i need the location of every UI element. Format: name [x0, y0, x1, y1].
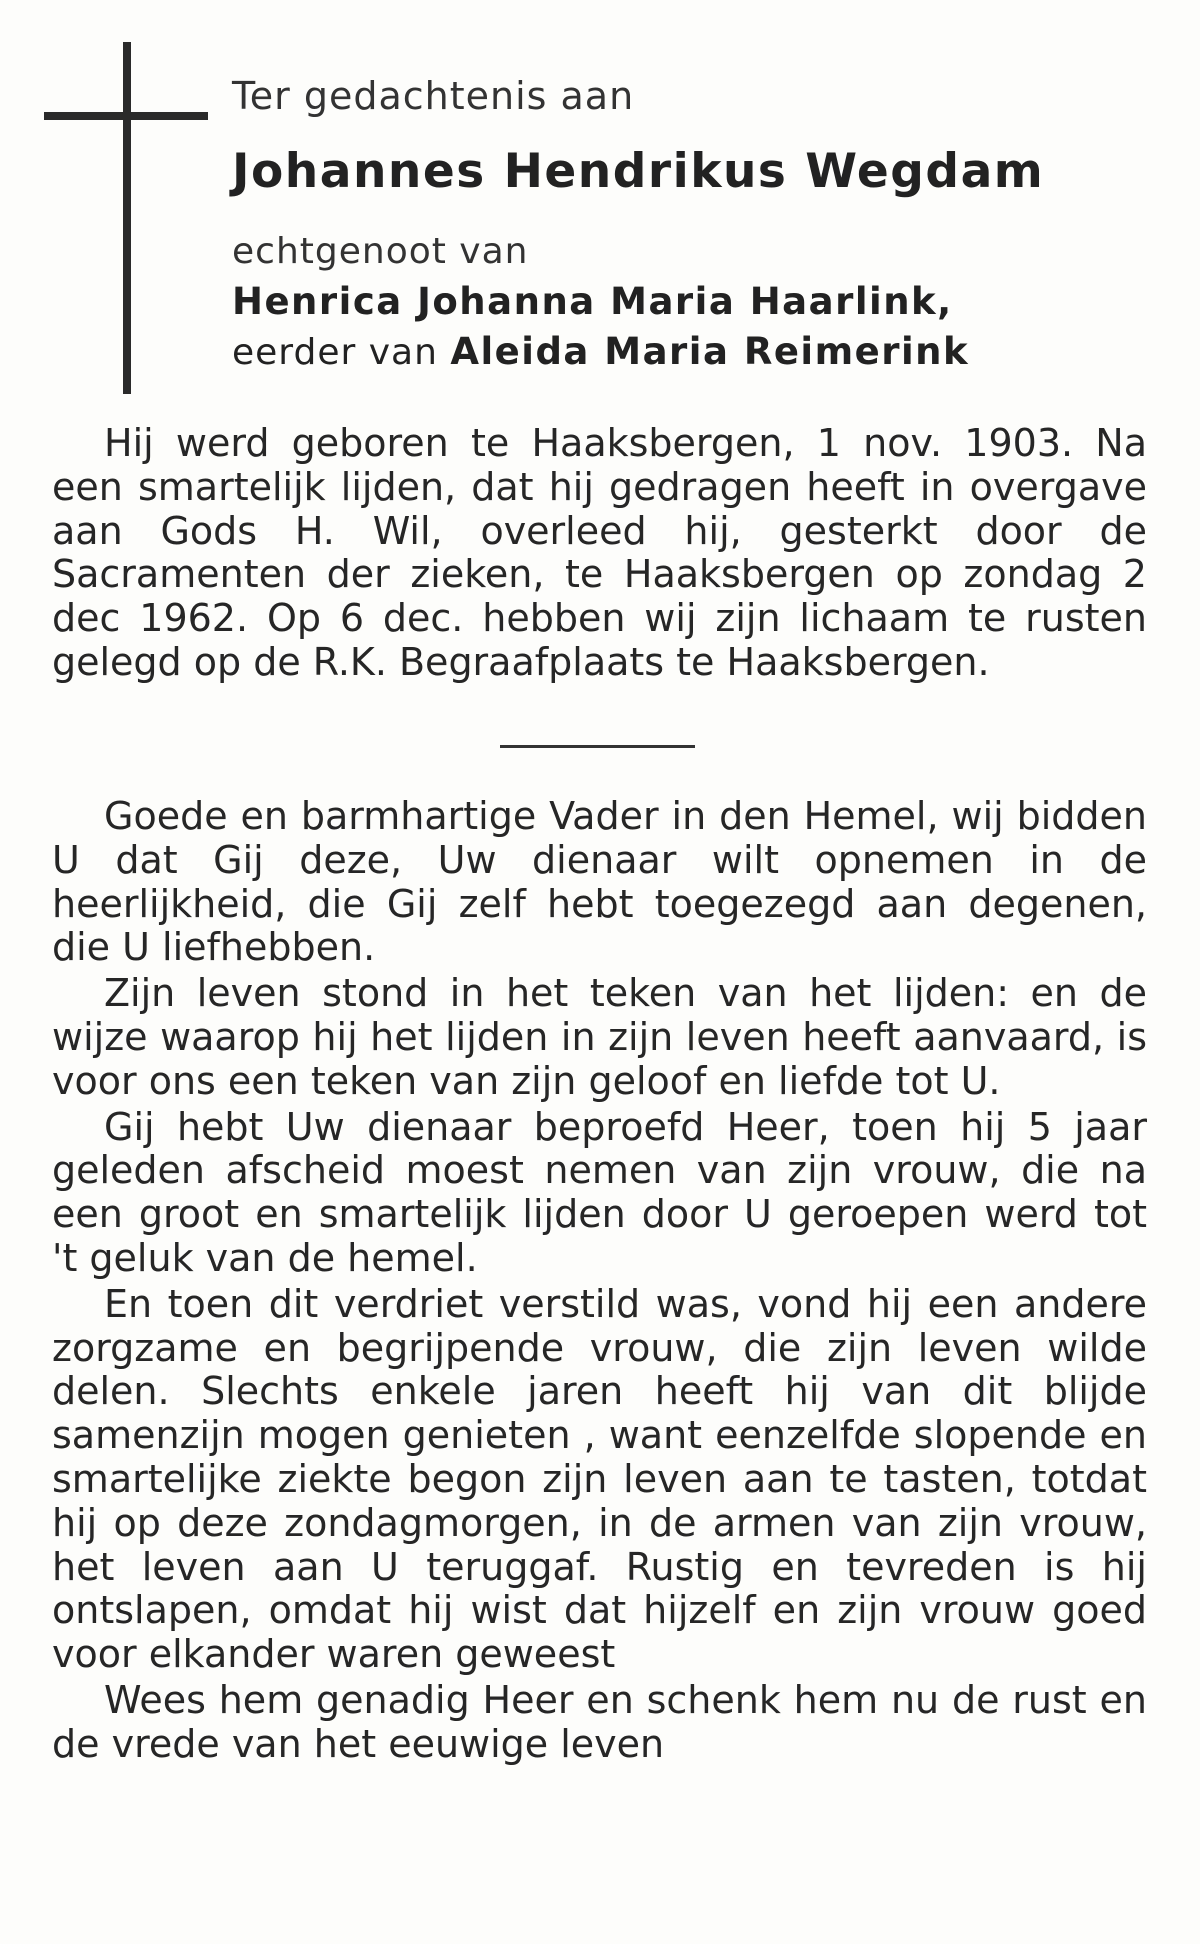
cross-icon-bar: [44, 112, 208, 120]
previous-prefix: eerder van: [232, 332, 438, 373]
previous-spouse-line: [232, 328, 1132, 377]
biography-paragraph: Hij werd geboren te Haaksbergen, 1 nov. 1903. Na een smartelijk lijden, dat hij gedragen heeft in overgave aan Gods H. Wil, overleed hij, gesterkt door de Sacramenten der zieken, te Haaksbergen op zondag 2 dec 1962. Op 6 dec. hebben wij zijn lichaam te rusten gelegd op de R.K. Begraafplaats te Haaksbergen.: [52, 421, 1147, 684]
card-header: [232, 74, 1132, 377]
section-divider: [500, 745, 695, 748]
prayer-section: [52, 795, 1147, 1769]
relation-label: echtgenoot van: [232, 231, 529, 272]
biography-section: [52, 422, 1147, 685]
prayer-paragraph: Wees hem genadig Heer en schenk hem nu de rust en de vrede van het eeuwige leven: [52, 1677, 1147, 1766]
previous-spouse-name: Aleida Maria Reimerink: [450, 330, 970, 373]
prayer-paragraph: Gij hebt Uw dienaar beproefd Heer, toen hij 5 jaar geleden afscheid moest nemen van zijn vrouw, die na een groot en smartelijk lijden door U geroepen werd tot 't geluk van de hemel.: [52, 1104, 1147, 1280]
memorial-intro: Ter gedachtenis aan: [232, 74, 635, 118]
spouse-name: Henrica Johanna Maria Haarlink,: [232, 280, 953, 323]
prayer-paragraph: Zijn leven stond in het teken van het lijden: en de wijze waarop hij het lijden in zijn leven heeft aanvaard, is voor ons een teken van zijn geloof en liefde tot U.: [52, 971, 1147, 1103]
cross-icon: [123, 42, 131, 394]
prayer-paragraph: Goede en barmhartige Vader in den Hemel, wij bidden U dat Gij deze, Uw dienaar wilt opnemen in de heerlijkheid, die Gij zelf hebt toegezegd aan degenen, die U liefhebben.: [52, 794, 1147, 970]
deceased-name: Johannes Hendrikus Wegdam: [232, 144, 1045, 199]
prayer-paragraph: En toen dit verdriet verstild was, vond hij een andere zorgzame en begrijpende vrouw, die zijn leven wilde delen. Slechts enkele jaren heeft hij van dit blijde samenzijn mogen genieten , want eenzelfde slopende en smartelijke ziekte begon zijn leven aan te tasten, totdat hij op deze zondagmorgen, in de armen van zijn vrouw, het leven aan U teruggaf. Rustig en tevreden is hij ontslapen, omdat hij wist dat hijzelf en zijn vrouw goed voor elkander waren geweest: [52, 1281, 1147, 1677]
